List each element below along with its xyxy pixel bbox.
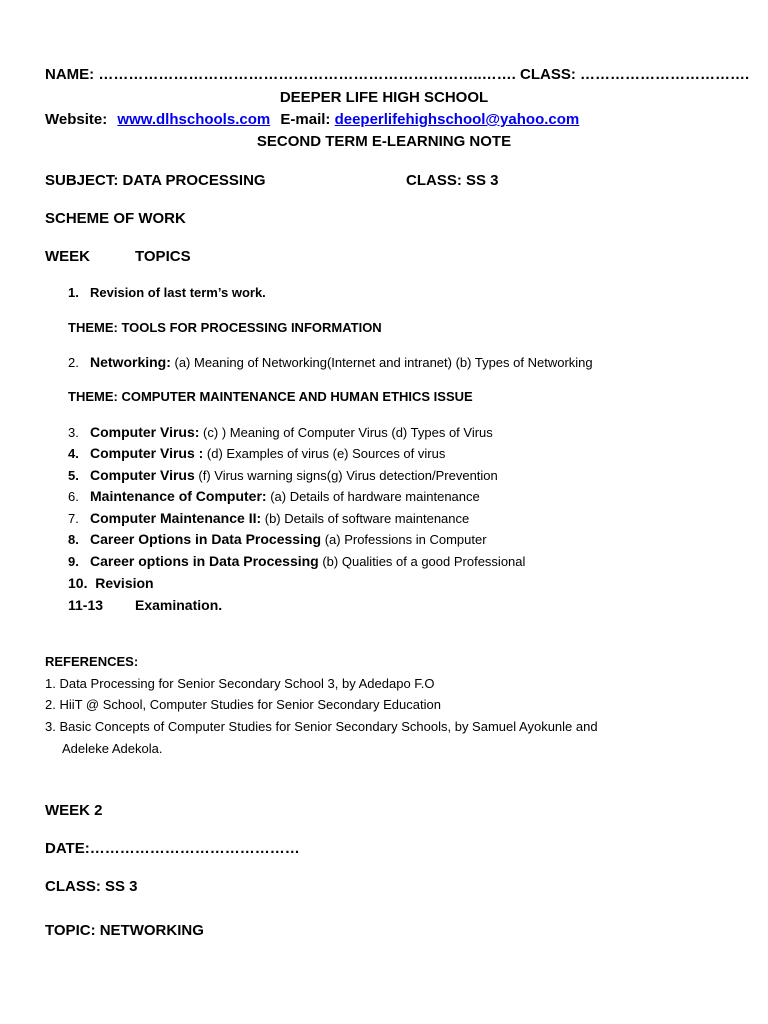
scheme-title: SCHEME OF WORK <box>45 210 186 227</box>
week-heading: WEEK 2 <box>45 802 103 819</box>
reference-item: 3. Basic Concepts of Computer Studies for Senior Secondary Schools, by Samuel Ayokunle and <box>45 719 598 734</box>
list-item: 10. Revision <box>68 575 154 591</box>
list-item: 4. Computer Virus : (d) Examples of virus (e) Sources of virus <box>68 445 446 461</box>
list-item: 2. Networking: (a) Meaning of Networking(Internet and intranet) (b) Types of Networking <box>68 354 593 370</box>
reference-item: 1. Data Processing for Senior Secondary School 3, by Adedapo F.O <box>45 676 435 691</box>
subject-class: CLASS: SS 3 <box>406 172 499 189</box>
list-item: 11-13 Examination. <box>68 597 223 613</box>
list-item: 6. Maintenance of Computer: (a) Details of hardware maintenance <box>68 488 480 504</box>
name-class-line: NAME: …………………………………………………………………..……. CLASS: ……………………………. <box>45 66 750 83</box>
theme-heading: THEME: TOOLS FOR PROCESSING INFORMATION <box>68 320 382 335</box>
subject-label: SUBJECT: DATA PROCESSING <box>45 172 266 189</box>
list-item: 1. Revision of last term’s work. <box>68 285 266 300</box>
reference-item-continued: Adeleke Adekola. <box>62 741 163 756</box>
class-line: CLASS: SS 3 <box>45 878 138 895</box>
topic-line: TOPIC: NETWORKING <box>45 922 204 939</box>
date-line: DATE:…………………………………… <box>45 840 300 857</box>
week-column-header: WEEK <box>45 248 90 265</box>
email-label: E-mail: <box>280 111 331 128</box>
topics-column-header: TOPICS <box>135 248 191 265</box>
references-title: REFERENCES: <box>45 654 139 669</box>
email-link[interactable]: deeperlifehighschool@yahoo.com <box>334 111 580 128</box>
school-name: DEEPER LIFE HIGH SCHOOL <box>279 89 489 106</box>
reference-item: 2. HiiT @ School, Computer Studies for Senior Secondary Education <box>45 697 441 712</box>
theme-heading: THEME: COMPUTER MAINTENANCE AND HUMAN ETHICS ISSUE <box>68 389 473 404</box>
website-label: Website: <box>45 111 108 128</box>
list-item: 8. Career Options in Data Processing (a) Professions in Computer <box>68 531 487 547</box>
contact-line <box>45 111 579 128</box>
list-item: 7. Computer Maintenance II: (b) Details of software maintenance <box>68 510 470 526</box>
list-item: 9. Career options in Data Processing (b) Qualities of a good Professional <box>68 553 526 569</box>
list-item: 5. Computer Virus (f) Virus warning signs(g) Virus detection/Prevention <box>68 467 498 483</box>
term-title: SECOND TERM E-LEARNING NOTE <box>256 133 512 150</box>
list-item: 3. Computer Virus: (c) ) Meaning of Computer Virus (d) Types of Virus <box>68 424 493 440</box>
website-link[interactable]: www.dlhschools.com <box>117 111 271 128</box>
